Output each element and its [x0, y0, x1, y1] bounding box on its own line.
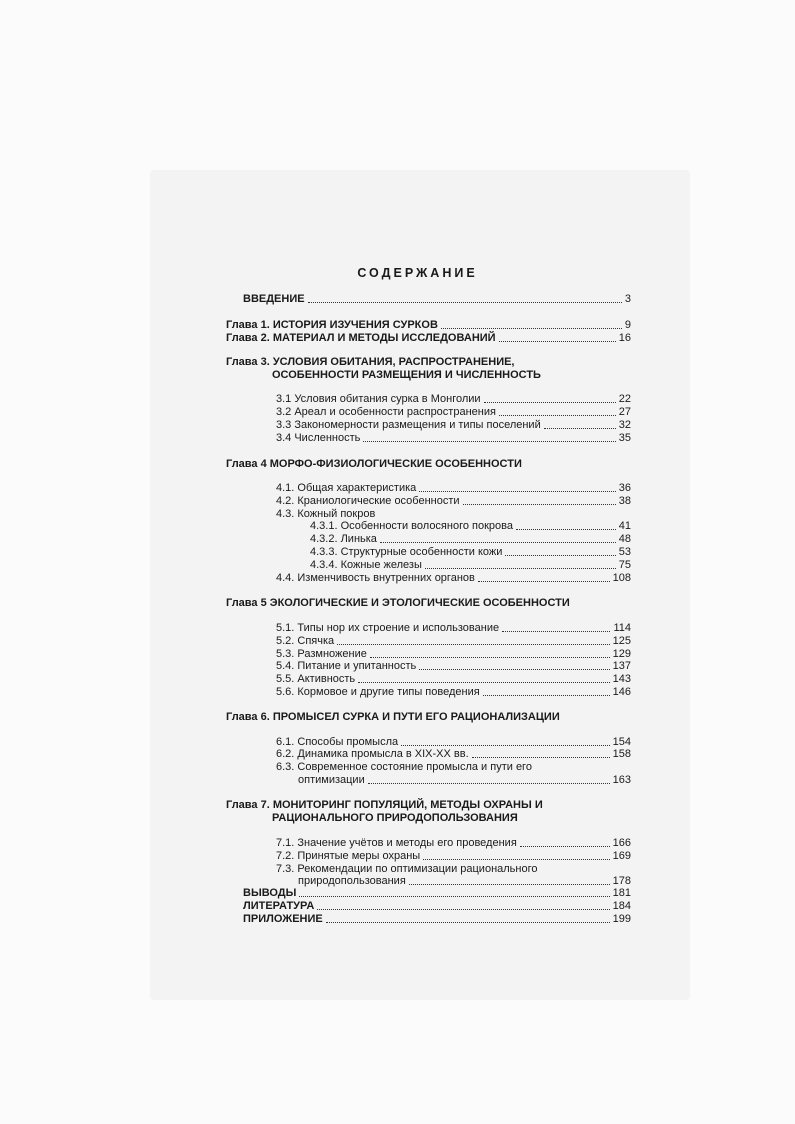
- chapter-4-heading: Глава 4 МОРФО-ФИЗИОЛОГИЧЕСКИЕ ОСОБЕННОСТИ: [226, 458, 522, 470]
- toc-entry-5-4[interactable]: [276, 660, 631, 673]
- toc-entry-3-3[interactable]: [276, 419, 631, 432]
- entry-label: 5.4. Питание и упитанность: [276, 660, 417, 672]
- entry-label: 6.1. Способы промысла: [276, 736, 399, 748]
- entry-page: 137: [612, 660, 631, 672]
- dot-leader: [463, 503, 616, 505]
- entry-label: 4.2. Краниологические особенности: [276, 495, 460, 507]
- dot-leader: [363, 440, 615, 442]
- entry-page: 158: [612, 748, 631, 760]
- dot-leader: [419, 668, 609, 670]
- dot-leader: [544, 427, 616, 429]
- chapter-7-heading-cont: РАЦИОНАЛЬНОГО ПРИРОДОПОЛЬЗОВАНИЯ: [272, 812, 518, 824]
- dot-leader: [358, 681, 609, 683]
- entry-page: 9: [624, 319, 631, 331]
- entry-label: Глава 1. ИСТОРИЯ ИЗУЧЕНИЯ СУРКОВ: [226, 319, 438, 331]
- dot-leader: [409, 883, 610, 885]
- toc-title: СОДЕРЖАНИЕ: [357, 266, 478, 280]
- dot-leader: [308, 301, 622, 303]
- entry-page: 48: [618, 533, 631, 545]
- dot-leader: [516, 528, 616, 530]
- entry-page: 163: [612, 774, 631, 786]
- toc-entry-4-4[interactable]: [276, 572, 631, 585]
- toc-entry-conclusions[interactable]: [243, 887, 631, 900]
- entry-label: 4.3.2. Линька: [310, 533, 377, 545]
- dot-leader: [326, 921, 610, 923]
- entry-page: 38: [618, 495, 631, 507]
- dot-leader: [472, 756, 610, 758]
- dot-leader: [370, 656, 610, 658]
- toc-entry-5-1[interactable]: [276, 622, 631, 635]
- entry-label: ВЫВОДЫ: [243, 887, 297, 899]
- entry-page: 3: [624, 293, 631, 305]
- toc-entry-4-3[interactable]: 4.3. Кожный покров: [276, 508, 376, 520]
- entry-page: 32: [618, 419, 631, 431]
- toc-entry-3-2[interactable]: [276, 406, 631, 419]
- toc-entry-6-3-cont[interactable]: [298, 774, 631, 787]
- dot-leader: [520, 845, 610, 847]
- dot-leader: [484, 401, 616, 403]
- toc-entry-5-2[interactable]: [276, 635, 631, 648]
- toc-entry-5-5[interactable]: [276, 673, 631, 686]
- toc-entry-4-3-1[interactable]: [310, 520, 631, 533]
- entry-label: ВВЕДЕНИЕ: [243, 293, 305, 305]
- entry-page: 154: [612, 736, 631, 748]
- entry-label: ПРИЛОЖЕНИЕ: [243, 913, 323, 925]
- entry-label: 6.2. Динамика промысла в XIX-XX вв.: [276, 748, 469, 760]
- entry-page: 22: [618, 393, 631, 405]
- entry-label: 4.3.3. Структурные особенности кожи: [310, 546, 503, 558]
- entry-page: 114: [613, 622, 631, 634]
- entry-label: 3.1 Условия обитания сурка в Монголии: [276, 393, 481, 405]
- entry-label: 4.3.1. Особенности волосяного покрова: [310, 520, 513, 532]
- entry-page: 199: [612, 913, 631, 925]
- dot-leader: [337, 643, 609, 645]
- entry-label: 4.4. Изменчивость внутренних органов: [276, 572, 475, 584]
- dot-leader: [425, 567, 616, 569]
- entry-page: 35: [618, 432, 631, 444]
- toc-entry-intro[interactable]: [243, 293, 631, 306]
- toc-entry-6-2[interactable]: [276, 748, 631, 761]
- entry-page: 36: [618, 482, 631, 494]
- entry-page: 129: [612, 648, 631, 660]
- toc-entry-appendix[interactable]: [243, 913, 631, 926]
- entry-page: 146: [612, 686, 631, 698]
- toc-entry-4-1[interactable]: [276, 482, 631, 495]
- entry-label: 5.1. Типы нор их строение и использование: [276, 622, 500, 634]
- dot-leader: [380, 541, 616, 543]
- entry-page: 178: [612, 875, 631, 887]
- entry-label: 3.2 Ареал и особенности распространения: [276, 406, 496, 418]
- entry-label: 5.5. Активность: [276, 673, 356, 685]
- toc-entry-chapter-2[interactable]: [226, 332, 631, 345]
- entry-label: Глава 2. МАТЕРИАЛ И МЕТОДЫ ИССЛЕДОВАНИЙ: [226, 332, 496, 344]
- dot-leader: [483, 694, 610, 696]
- entry-label: 3.3 Закономерности размещения и типы поселений: [276, 419, 541, 431]
- chapter-3-heading: Глава 3. УСЛОВИЯ ОБИТАНИЯ, РАСПРОСТРАНЕНИЕ,: [226, 356, 515, 368]
- entry-label: оптимизации: [298, 774, 365, 786]
- dot-leader: [441, 327, 622, 329]
- toc-entry-7-1[interactable]: [276, 837, 631, 850]
- entry-page: 16: [618, 332, 631, 344]
- dot-leader: [401, 744, 610, 746]
- entry-label: 5.3. Размножение: [276, 648, 367, 660]
- dot-leader: [368, 782, 610, 784]
- entry-label: 4.1. Общая характеристика: [276, 482, 417, 494]
- toc-entry-4-3-2[interactable]: [310, 533, 631, 546]
- entry-page: 125: [612, 635, 631, 647]
- toc-entry-4-3-4[interactable]: [310, 559, 631, 572]
- entry-label: 7.2. Принятые меры охраны: [276, 850, 421, 862]
- dot-leader: [502, 630, 610, 632]
- dot-leader: [478, 580, 610, 582]
- entry-page: 169: [612, 850, 631, 862]
- entry-page: 75: [618, 559, 631, 571]
- dot-leader: [423, 858, 609, 860]
- entry-page: 41: [618, 520, 631, 532]
- entry-label: природопользования: [298, 875, 406, 887]
- toc-entry-7-3[interactable]: 7.3. Рекомендации по оптимизации рационального: [276, 863, 538, 875]
- dot-leader: [419, 490, 615, 492]
- chapter-5-heading: Глава 5 ЭКОЛОГИЧЕСКИЕ И ЭТОЛОГИЧЕСКИЕ ОСОБЕННОСТИ: [226, 597, 570, 609]
- chapter-6-heading: Глава 6. ПРОМЫСЕЛ СУРКА И ПУТИ ЕГО РАЦИОНАЛИЗАЦИИ: [226, 711, 560, 723]
- entry-page: 184: [612, 900, 631, 912]
- chapter-3-heading-cont: ОСОБЕННОСТИ РАЗМЕЩЕНИЯ И ЧИСЛЕННОСТЬ: [272, 369, 541, 381]
- dot-leader: [505, 554, 615, 556]
- toc-entry-5-6[interactable]: [276, 686, 631, 699]
- entry-label: 7.1. Значение учётов и методы его проведения: [276, 837, 517, 849]
- dot-leader: [499, 340, 616, 342]
- entry-label: 5.6. Кормовое и другие типы поведения: [276, 686, 480, 698]
- toc-entry-4-3-3[interactable]: [310, 546, 631, 559]
- entry-label: 3.4 Численность: [276, 432, 361, 444]
- entry-page: 181: [612, 887, 631, 899]
- dot-leader: [317, 908, 609, 910]
- dot-leader: [499, 414, 616, 416]
- entry-page: 53: [618, 546, 631, 558]
- entry-page: 108: [612, 572, 631, 584]
- toc-entry-4-2[interactable]: [276, 495, 631, 508]
- chapter-7-heading: Глава 7. МОНИТОРИНГ ПОПУЛЯЦИЙ, МЕТОДЫ ОХРАНЫ И: [226, 799, 543, 811]
- entry-label: 4.3.4. Кожные железы: [310, 559, 422, 571]
- entry-page: 143: [612, 673, 631, 685]
- toc-entry-literature[interactable]: [243, 900, 631, 913]
- dot-leader: [299, 895, 609, 897]
- toc-entry-chapter-1[interactable]: [226, 319, 631, 332]
- entry-label: 5.2. Спячка: [276, 635, 335, 647]
- entry-label: ЛИТЕРАТУРА: [243, 900, 315, 912]
- toc-entry-3-1[interactable]: [276, 393, 631, 406]
- toc-entry-3-4[interactable]: [276, 432, 631, 445]
- entry-page: 27: [618, 406, 631, 418]
- toc-entry-7-2[interactable]: [276, 850, 631, 863]
- entry-page: 166: [612, 837, 631, 849]
- toc-entry-6-3[interactable]: 6.3. Современное состояние промысла и пути его: [276, 761, 532, 773]
